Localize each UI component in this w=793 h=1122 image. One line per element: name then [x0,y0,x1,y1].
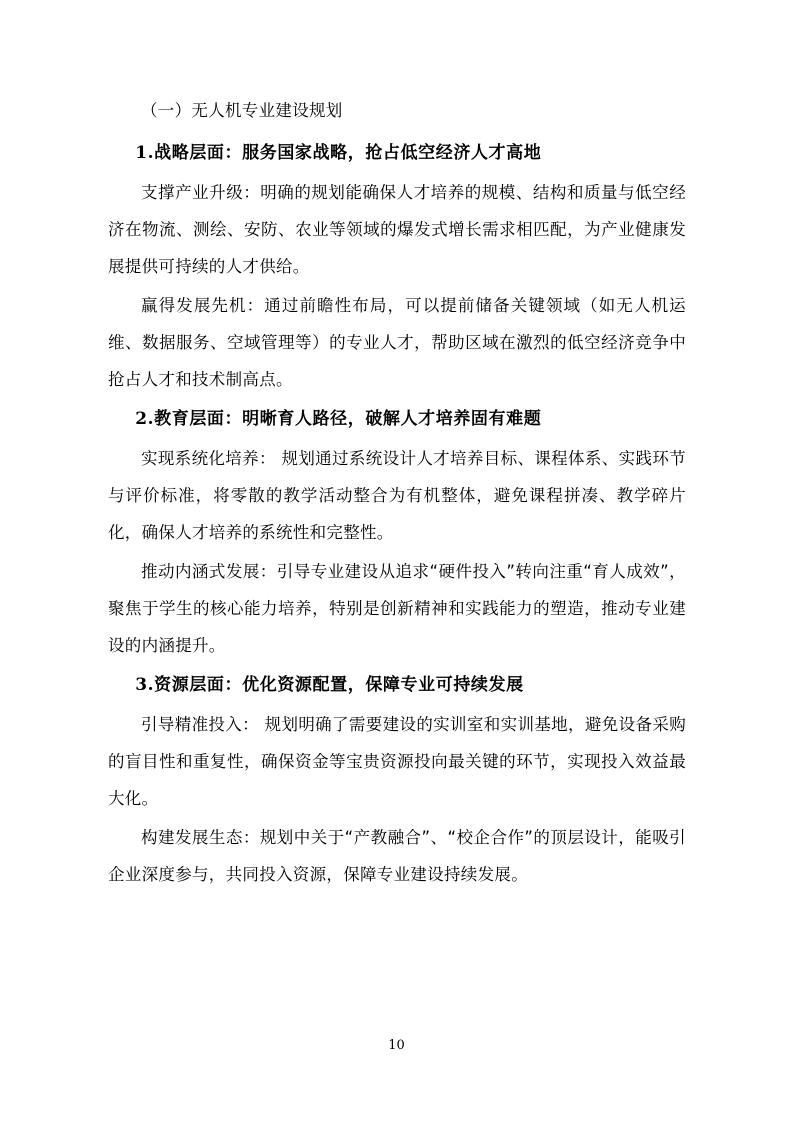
section-heading: （一）无人机专业建设规划 [141,101,343,120]
subsection-heading-2: 2.教育层面：明晰育人路径，破解人才培养固有难题 [135,409,542,429]
page-number: 10 [388,1038,405,1053]
paragraph-3: 实现系统化培养： 规划通过系统设计人才培养目标、课程体系、实践环节与评价标准，将零散的教学活动整合为有机整体，避免课程拼凑、教学碎片化，确保人才培养的系统性和完整性。 [108,449,686,542]
paragraph-5: 引导精准投入： 规划明确了需要建设的实训室和实训基地，避免设备采购的盲目性和重复性，确保资金等宝贵资源投向最关键的环节，实现投入效益最大化。 [108,715,686,808]
page-content [108,92,686,895]
paragraph-1: 支撑产业升级：明确的规划能确保人才培养的规模、结构和质量与低空经济在物流、测绘、安防、农业等领域的爆发式增长需求相匹配，为产业健康发展提供可持续的人才供给。 [108,183,686,276]
paragraph-6: 构建发展生态：规划中关于“产教融合”、“校企合作”的顶层设计，能吸引企业深度参与，共同投入资源，保障专业建设持续发展。 [108,828,686,884]
paragraph-4: 推动内涵式发展：引导专业建设从追求“硬件投入”转向注重“育人成效”，聚焦于学生的核心能力培养，特别是创新精神和实践能力的塑造，推动专业建设的内涵提升。 [108,562,686,655]
subsection-heading-3: 3.资源层面：优化资源配置，保障专业可持续发展 [135,675,524,695]
paragraph-2: 赢得发展先机：通过前瞻性布局，可以提前储备关键领域（如无人机运维、数据服务、空域管理等）的专业人才，帮助区域在激烈的低空经济竞争中抢占人才和技术制高点。 [108,296,686,389]
subsection-heading-1: 1.战略层面：服务国家战略，抢占低空经济人才高地 [135,143,542,163]
